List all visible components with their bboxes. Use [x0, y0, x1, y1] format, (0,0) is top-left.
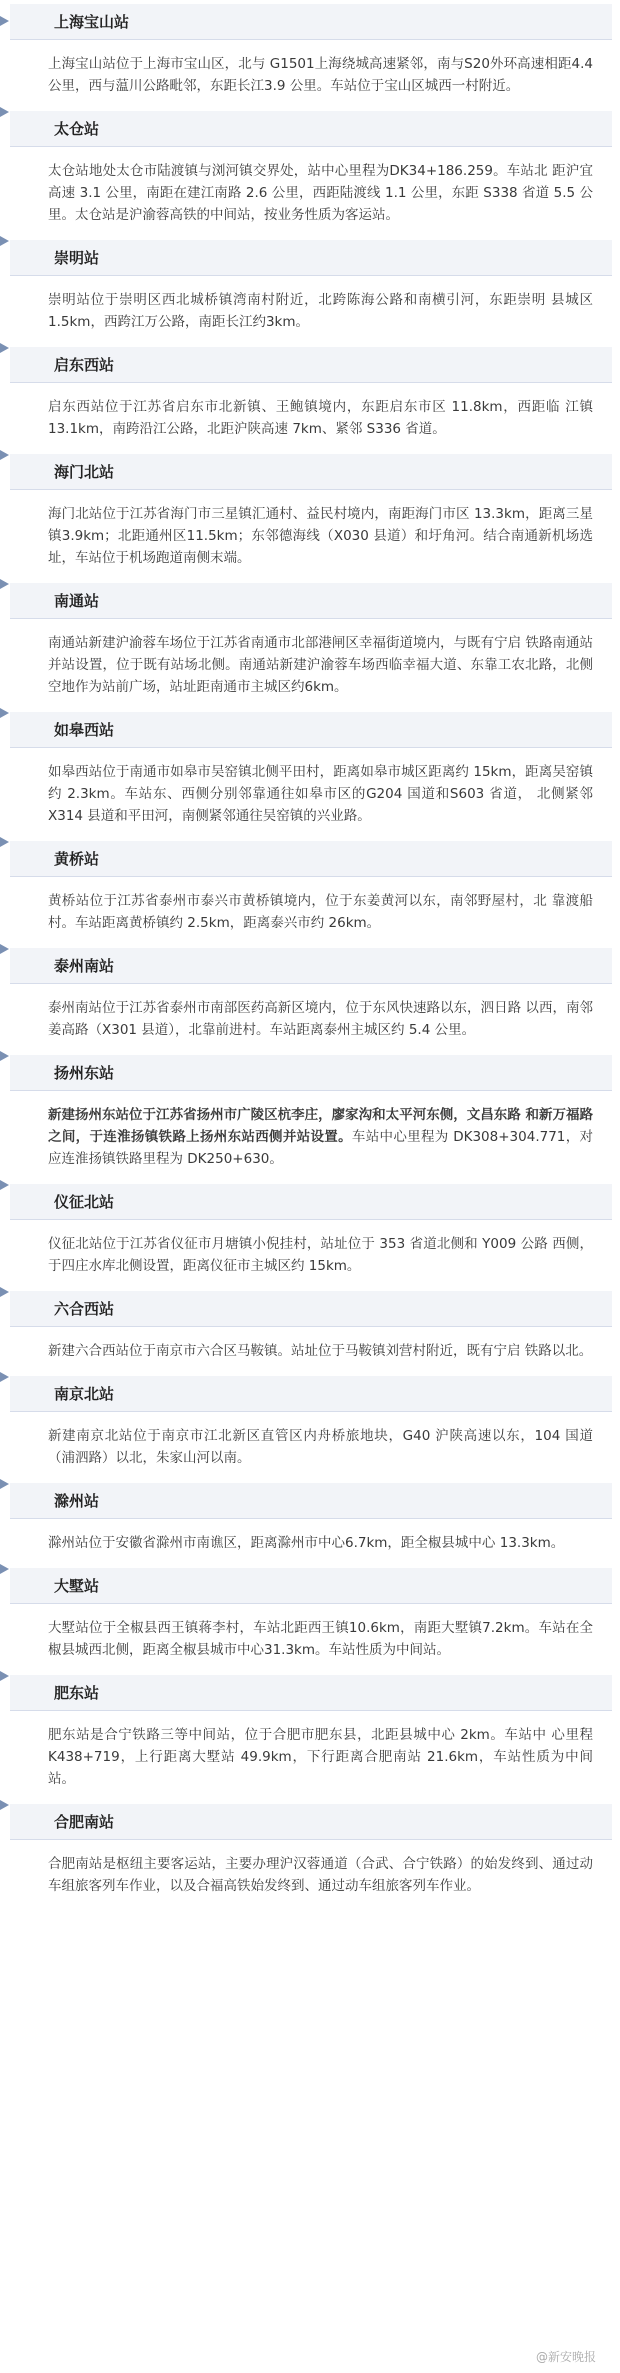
station-description: 合肥南站是枢纽主要客运站，主要办理沪汉蓉通道（合武、合宁铁路）的始发终到、通过动车组旅客列车作业，以及合福高铁始发终到、通过动车组旅客列车作业。 [48, 1856, 593, 1894]
section-marker-icon [0, 1800, 9, 1810]
station-description: 肥东站是合宁铁路三等中间站，位于合肥市肥东县，北距县城中心 2km。车站中 心里程 K438+719，上行距离大墅站 49.9km，下行距离合肥南站 21.6km，车站性质为中间站。 [48, 1727, 593, 1787]
station-description-rest: 车站中心里程为 DK308+304.771，对应连淮扬镇铁路里程为 DK250+630。 [48, 1129, 594, 1167]
station-section [0, 111, 620, 240]
section-marker-icon [0, 1051, 9, 1061]
station-section [0, 583, 620, 712]
section-marker-icon [0, 1564, 9, 1574]
section-marker-icon [0, 1372, 9, 1382]
station-section [0, 1675, 620, 1804]
station-section [0, 1055, 620, 1184]
section-marker-icon [0, 837, 9, 847]
section-marker-icon [0, 107, 9, 117]
station-title: 扬州东站 [10, 1055, 612, 1091]
station-description: 泰州南站位于江苏省泰州市南部医药高新区境内，位于东风快速路以东，泗日路 以西，南邻姜高路（X301 县道），北靠前进村。车站距离泰州主城区约 5.4 公里。 [48, 1000, 593, 1038]
section-marker-icon [0, 343, 9, 353]
station-title: 如皋西站 [10, 712, 612, 748]
station-section [0, 240, 620, 347]
station-title: 崇明站 [10, 240, 612, 276]
station-title: 南京北站 [10, 1376, 612, 1412]
station-title: 肥东站 [10, 1675, 612, 1711]
section-marker-icon [0, 579, 9, 589]
station-section [0, 4, 620, 111]
station-title: 泰州南站 [10, 948, 612, 984]
station-title: 启东西站 [10, 347, 612, 383]
station-section [0, 1483, 620, 1568]
station-description: 仪征北站位于江苏省仪征市月塘镇小倪挂村，站址位于 353 省道北侧和 Y009 公路 西侧，于四庄水库北侧设置，距离仪征市主城区约 15km。 [48, 1236, 593, 1274]
section-marker-icon [0, 1180, 9, 1190]
section-marker-icon [0, 1479, 9, 1489]
station-description: 上海宝山站位于上海市宝山区，北与 G1501上海绕城高速紧邻，南与S20外环高速相距4.4公里，西与蕰川公路毗邻，东距长江3.9 公里。车站位于宝山区城西一村附近。 [48, 56, 593, 94]
station-description: 新建六合西站位于南京市六合区马鞍镇。站址位于马鞍镇刘营村附近，既有宁启 铁路以北。 [48, 1343, 593, 1359]
station-section [0, 1184, 620, 1291]
section-marker-icon [0, 944, 9, 954]
station-title: 六合西站 [10, 1291, 612, 1327]
station-section [0, 1804, 620, 1911]
section-marker-icon [0, 236, 9, 246]
station-section [0, 1376, 620, 1483]
section-marker-icon [0, 16, 9, 26]
station-title: 太仓站 [10, 111, 612, 147]
station-description: 新建南京北站位于南京市江北新区直管区内舟桥旅地块，G40 沪陕高速以东，104 国道（浦泗路）以北，朱家山河以南。 [48, 1428, 593, 1466]
station-description: 启东西站位于江苏省启东市北新镇、王鲍镇境内，东距启东市区 11.8km，西距临 江镇 13.1km，南跨沿江公路，北距沪陕高速 7km、紧邻 S336 省道。 [48, 399, 593, 437]
station-title: 海门北站 [10, 454, 612, 490]
station-title: 黄桥站 [10, 841, 612, 877]
station-description: 黄桥站位于江苏省泰州市泰兴市黄桥镇境内，位于东姜黄河以东，南邻野屋村，北 靠渡船村。车站距离黄桥镇约 2.5km，距离泰兴市约 26km。 [48, 893, 593, 931]
station-title: 滁州站 [10, 1483, 612, 1519]
station-title: 合肥南站 [10, 1804, 612, 1840]
station-section [0, 347, 620, 454]
station-title: 大墅站 [10, 1568, 612, 1604]
section-marker-icon [0, 450, 9, 460]
station-title: 仪征北站 [10, 1184, 612, 1220]
station-description: 大墅站位于全椒县西王镇蒋李村，车站北距西王镇10.6km，南距大墅镇7.2km。车站在全椒县城西北侧，距离全椒县城市中心31.3km。车站性质为中间站。 [48, 1620, 593, 1658]
station-section [0, 1291, 620, 1376]
station-description: 滁州站位于安徽省滁州市南谯区，距离滁州市中心6.7km，距全椒县城中心 13.3km。 [48, 1535, 565, 1551]
station-description: 太仓站地处太仓市陆渡镇与浏河镇交界处，站中心里程为DK34+186.259。车站北 距沪宜高速 3.1 公里，南距在建江南路 2.6 公里，西距陆渡线 1.1 公里，东距 S338 省道 5.5 公里。太仓站是沪渝蓉高铁的中间站，按业务性质为客运站。 [48, 163, 593, 223]
station-section [0, 841, 620, 948]
station-section [0, 1568, 620, 1675]
section-marker-icon [0, 1671, 9, 1681]
station-title: 上海宝山站 [10, 4, 612, 40]
station-description [48, 1091, 593, 1184]
station-section [0, 712, 620, 841]
station-description: 崇明站位于崇明区西北城桥镇湾南村附近，北跨陈海公路和南横引河，东距崇明 县城区 1.5km，西跨江万公路，南距长江约3km。 [48, 292, 593, 330]
station-description: 如皋西站位于南通市如皋市吴窑镇北侧平田村，距离如皋市城区距离约 15km，距离吴窑镇约 2.3km。车站东、西侧分别邻靠通往如皋市区的G204 国道和S603 省道， 北侧紧邻 X314 县道和平田河，南侧紧邻通往吴窑镇的兴业路。 [48, 764, 593, 824]
station-description: 海门北站位于江苏省海门市三星镇汇通村、益民村境内，南距海门市区 13.3km，距离三星镇3.9km；北距通州区11.5km；东邻德海线（X030 县道）和圩角河。结合南通新机场选址，车站位于机场跑道南侧末端。 [48, 506, 593, 566]
watermark: @新安晚报 [535, 2350, 596, 2364]
station-title: 南通站 [10, 583, 612, 619]
section-marker-icon [0, 1287, 9, 1297]
station-section [0, 454, 620, 583]
station-description-emphasis: 新建扬州东站位于江苏省扬州市广陵区杭李庄，廖家沟和太平河东侧，文昌东路 和新万福路之间，于连淮扬镇铁路上扬州东站西侧并站设置。 [48, 1107, 593, 1145]
station-description: 南通站新建沪渝蓉车场位于江苏省南通市北部港闸区幸福街道境内，与既有宁启 铁路南通站并站设置，位于既有站场北侧。南通站新建沪渝蓉车场西临幸福大道、东靠工农北路，北侧空地作为站前广场，站址距南通市主城区约6km。 [48, 635, 593, 695]
section-marker-icon [0, 708, 9, 718]
station-section [0, 948, 620, 1055]
